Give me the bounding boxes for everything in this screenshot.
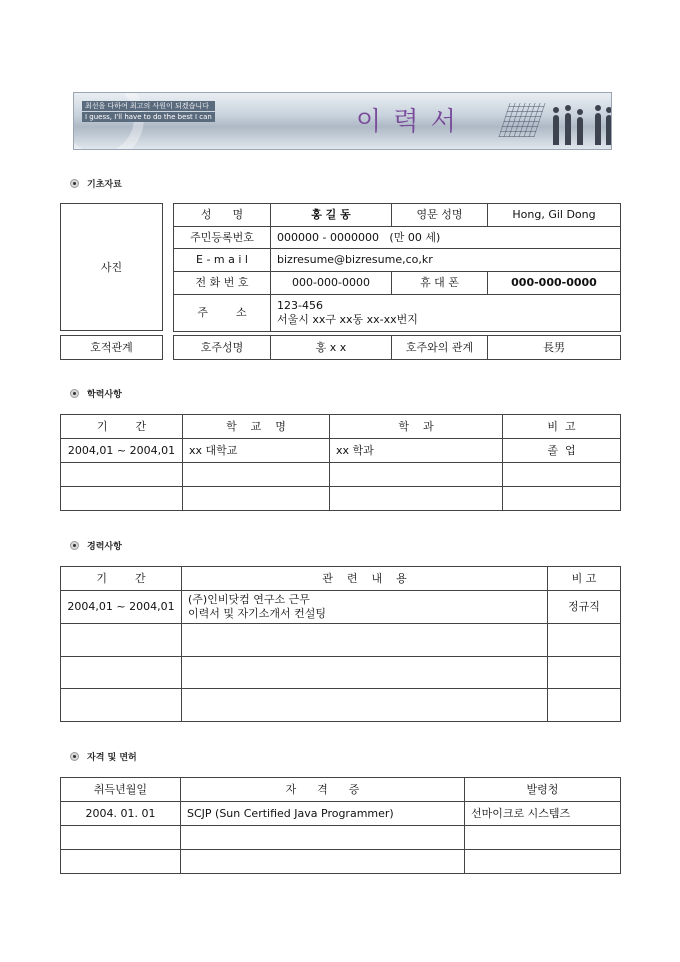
education-major: xx 학과 [330,439,503,463]
section-heading-licenses [70,750,137,763]
license-date [61,850,181,874]
license-issuer [465,850,621,874]
table-row [61,624,621,657]
career-content [182,689,548,722]
career-content [182,657,548,689]
licenses-header-certificate: 자 격 증 [181,778,465,802]
photo-label: 사진 [100,261,123,274]
table-row [61,463,621,487]
phone-value: 000-000-0000 [271,272,392,295]
email-value: bizresume@bizresume,co,kr [271,249,621,272]
career-header-note: 비 고 [548,567,621,591]
address-cell [271,295,621,332]
career-period [61,657,182,689]
education-header-school: 학 교 명 [183,415,330,439]
career-note [548,657,621,689]
section-bullet-icon [70,179,79,188]
career-note [548,624,621,657]
education-school [183,487,330,511]
career-period [61,624,182,657]
section-heading-career [70,539,122,552]
career-note [548,689,621,722]
relation-label: 호주와의 관계 [392,336,488,360]
license-certificate [181,826,465,850]
education-major [330,487,503,511]
head-name-value: 홍 x x [271,336,392,360]
table-row [61,439,621,463]
career-period: 2004,01 ~ 2004,01 [61,591,182,624]
household-label: 호적관계 [61,336,163,360]
english-name-value: Hong, Gil Dong [488,204,621,227]
name-value: 홍 길 동 [271,204,392,227]
career-content-line2: 이력서 및 자기소개서 컨설팅 [188,607,327,620]
section-heading-education [70,387,122,400]
table-row [61,850,621,874]
table-row [61,487,621,511]
license-certificate [181,850,465,874]
table-row [61,826,621,850]
mobile-label: 휴 대 폰 [392,272,488,295]
address-label: 주 소 [174,295,271,332]
phone-label: 전 화 번 호 [174,272,271,295]
license-issuer: 선마이크로 시스템즈 [465,802,621,826]
head-name-label: 호주성명 [174,336,271,360]
licenses-table [60,777,621,874]
education-period [61,487,183,511]
household-label-table [60,335,163,360]
career-content-line1: (주)인비닷컴 연구소 근무 [188,593,310,606]
photo-box [60,203,163,331]
education-period [61,463,183,487]
career-content [182,624,548,657]
education-table [60,414,621,511]
address-value: 서울시 xx구 xx동 xx-xx번지 [277,313,418,326]
licenses-header-issuer: 발령청 [465,778,621,802]
career-table [60,566,621,722]
basic-info-table [173,203,621,332]
email-label: E - m a i l [174,249,271,272]
section-title: 학력사항 [87,390,122,400]
building-illustration [498,103,545,137]
career-period [61,689,182,722]
education-note [503,463,621,487]
license-date [61,826,181,850]
table-row [61,591,621,624]
education-header-note: 비 고 [503,415,621,439]
education-header-period: 기 간 [61,415,183,439]
banner-motto-english: I guess, I'll have to do the best I can [82,112,215,122]
section-heading-basic-info [70,177,122,190]
education-school [183,463,330,487]
banner-motto-korean: 최선을 다하여 최고의 사원이 되겠습니다 [82,101,215,111]
resident-no-value: 000000 - 0000000 (만 00 세) [271,227,621,249]
education-school: xx 대학교 [183,439,330,463]
table-row [61,802,621,826]
resume-banner [73,92,612,150]
education-major [330,463,503,487]
page-title: 이 력 서 [356,107,458,137]
license-date: 2004. 01. 01 [61,802,181,826]
career-note: 정규직 [548,591,621,624]
education-note: 졸 업 [503,439,621,463]
table-row [61,657,621,689]
section-title: 기초자료 [87,180,122,190]
licenses-header-date: 취득년월일 [61,778,181,802]
career-header-content: 관 련 내 용 [182,567,548,591]
career-content [182,591,548,624]
mobile-value: 000-000-0000 [488,272,621,295]
english-name-label: 영문 성명 [392,204,488,227]
education-note [503,487,621,511]
resident-no-label: 주민등록번호 [174,227,271,249]
name-label: 성 명 [174,204,271,227]
license-issuer [465,826,621,850]
household-table [173,335,621,360]
section-bullet-icon [70,752,79,761]
license-certificate: SCJP (Sun Certified Java Programmer) [181,802,465,826]
section-title: 경력사항 [87,542,122,552]
section-bullet-icon [70,389,79,398]
career-header-period: 기 간 [61,567,182,591]
relation-value: 長男 [488,336,621,360]
table-row [61,689,621,722]
section-title: 자격 및 면허 [87,753,137,763]
education-period: 2004,01 ~ 2004,01 [61,439,183,463]
address-zip: 123-456 [277,299,323,312]
section-bullet-icon [70,541,79,550]
education-header-major: 학 과 [330,415,503,439]
